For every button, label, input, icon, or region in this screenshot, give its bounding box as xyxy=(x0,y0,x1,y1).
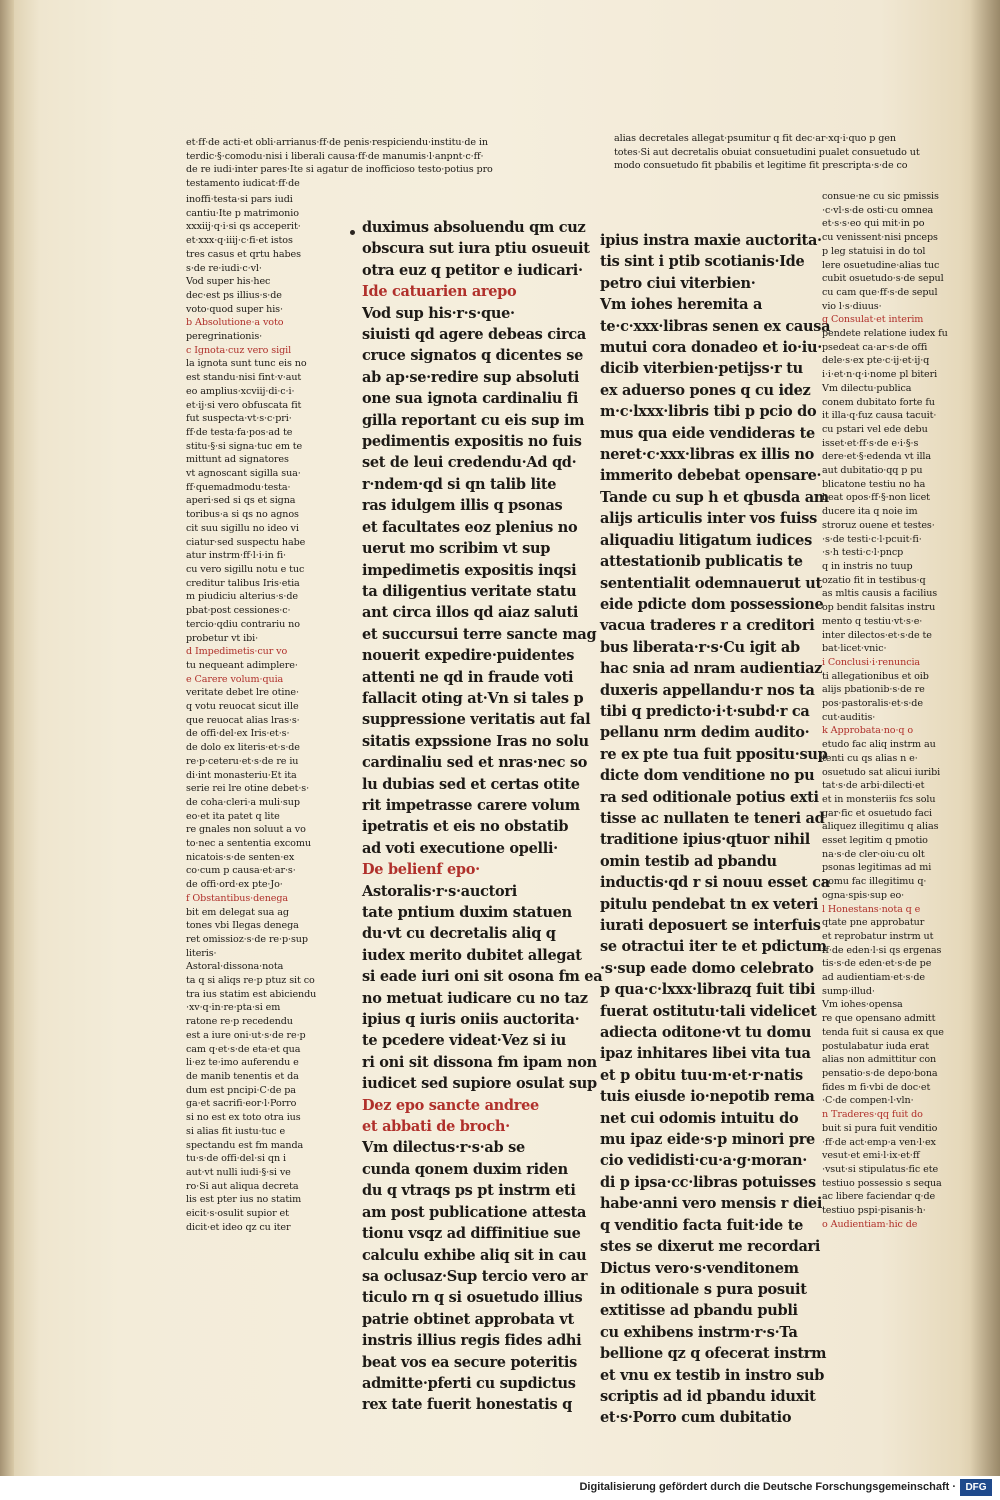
text-line: dere·et·§·edenda vt illa xyxy=(822,451,931,463)
text-line: scriptis ad id pbandu iduxit xyxy=(600,1387,816,1405)
text-line: mento q testiu·vt·s·e· xyxy=(822,615,923,627)
text-line: m piudiciu alterius·s·de xyxy=(186,591,298,603)
text-line: k Approbata·no·q o xyxy=(822,725,914,737)
text-line: ta diligentius veritate statu xyxy=(362,582,577,600)
text-line: q votu reuocat sicut ille xyxy=(186,701,299,713)
text-line: cu vero sigillu notu e tuc xyxy=(186,563,305,575)
text-line: totes·Si aut decretalis obuiat consuetudini pualet consuetudo ut xyxy=(614,146,920,158)
text-line: buit si pura fuit venditio xyxy=(822,1122,938,1134)
text-line: ·ff·de act·emp·a ven·l·ex xyxy=(822,1136,936,1148)
text-line: ant circa illos qd aiaz saluti xyxy=(362,604,579,622)
text-line: Tande cu sup h et qbusda am xyxy=(600,488,829,506)
text-line: eo·et ita patet q lite xyxy=(186,810,280,822)
text-line: esset legitim q pmotio xyxy=(822,835,928,847)
ink-dot xyxy=(350,230,355,235)
text-line: aut·vt nulli iudi·§·si ve xyxy=(186,1166,291,1178)
text-line: sitatis expssione Iras no solu xyxy=(362,732,589,750)
text-line: vio l·s·diuus· xyxy=(822,300,882,312)
text-line: atur instrm·ff·l·i·in fi· xyxy=(186,550,287,562)
text-line: et in monsteriis fcs solu xyxy=(822,793,936,805)
digitization-footer xyxy=(0,1476,1000,1500)
text-line: inter dilectos·et·s·de te xyxy=(822,629,932,641)
text-line: r·ndem·qd si qn talib lite xyxy=(362,475,557,493)
text-line: est standu·nisi fint·v·aut xyxy=(186,372,302,384)
text-line: cu cam que·ff·s·de sepul xyxy=(822,286,938,298)
text-line: aut dubitatio·qq p pu xyxy=(822,465,923,477)
text-line: alijs pbationib·s·de re xyxy=(822,684,925,696)
text-line: iudicet sed supiore osulat sup xyxy=(362,1075,597,1093)
text-line: et·s·Porro cum dubitatio xyxy=(600,1409,792,1427)
text-line: fuerat ostitutu·tali videlicet xyxy=(600,1002,817,1020)
text-line: set de leui credendu·Ad qd· xyxy=(362,454,577,472)
header-gloss-left xyxy=(186,136,566,191)
text-line: re·p·ceteru·et·s·de re iu xyxy=(186,755,299,767)
text-line: inductis·qd r si nouu esset ca xyxy=(600,874,830,892)
text-line: lis est pter ius no statim xyxy=(186,1194,302,1206)
text-line: f Obstantibus·denega xyxy=(186,892,289,904)
text-line: p leg statuisi in do tol xyxy=(822,245,926,257)
text-line: ·s·de testi·c·l·pcuit·fi· xyxy=(822,533,922,545)
text-line: aliquadiu litigatum iudices xyxy=(600,531,812,549)
text-line: Astoral·dissona·nota xyxy=(186,961,284,973)
text-line: vesut·et emi·l·ix·et·ff xyxy=(822,1150,920,1162)
text-line: ·s·h testi·c·l·pncp xyxy=(822,547,904,559)
text-line: tionu vsqz ad diffinitiue sue xyxy=(362,1225,581,1243)
text-line: de coha·cleri·a muli·sup xyxy=(186,796,300,808)
text-line: e Carere volum·quia xyxy=(186,673,284,685)
text-line: pellanu nrm dedim audito· xyxy=(600,724,810,742)
text-line: tenti cu qs alias n e· xyxy=(822,752,918,764)
text-line: tercio·qdiu contrariu no xyxy=(186,618,300,630)
text-line: cam q·et·s·de eta·et qua xyxy=(186,1043,301,1055)
text-line: am post publicatione attesta xyxy=(362,1203,587,1221)
text-line: testamento iudicat·ff·de xyxy=(186,178,300,190)
text-line: ga·et sacrifi·eor·l·Porro xyxy=(186,1098,297,1110)
text-line: est a iure oni·ut·s·de re·p xyxy=(186,1029,306,1041)
text-line: Vm dilectu·publica xyxy=(822,382,912,394)
text-line: dec·est ps illius·s·de xyxy=(186,289,282,301)
text-line: ra sed oditionale potius exti xyxy=(600,788,819,806)
text-line: ras idulgem illis q psonas xyxy=(362,497,563,515)
text-line: re ex pte tua fuit ppositu·sup xyxy=(600,745,828,763)
text-line: immerito debebat opensare· xyxy=(600,467,822,485)
text-line: cu venissent·nisi pnceps xyxy=(822,232,938,244)
text-line: cit suu sigillu no ideo vi xyxy=(186,522,299,534)
text-line: peregrinationis· xyxy=(186,331,263,343)
text-line: te pcedere videat·Vez si iu xyxy=(362,1032,566,1050)
gloss-column-right xyxy=(822,190,972,1231)
text-line: q venditio facta fuit·ide te xyxy=(600,1216,804,1234)
text-line: bit em delegat sua ag xyxy=(186,906,289,918)
text-line: cruce signatos q dicentes se xyxy=(362,347,583,365)
text-column-main-right xyxy=(600,230,831,1429)
text-line: toribus·a si qs no agnos xyxy=(186,509,299,521)
text-line: pos·pastoralis·et·s·de xyxy=(822,698,923,710)
text-line: alias decretales allegat·psumitur q fit dec·ar·xq·i·quo p gen xyxy=(614,133,896,144)
text-line: gar·fic et osuetudo faci xyxy=(822,807,932,819)
text-line: pbat·post cessiones·c· xyxy=(186,605,291,617)
text-line: voto·quod super his· xyxy=(186,303,283,315)
text-line: m·c·lxxx·libris tibi p pcio do xyxy=(600,403,817,421)
text-line: petro ciui viterbien· xyxy=(600,274,756,292)
text-line: ti allegationibus et oib xyxy=(822,670,929,682)
text-line: de offi·del·ex Iris·et·s· xyxy=(186,728,290,740)
text-line: te·c·xxx·libras senen ex causa xyxy=(600,317,831,335)
text-line: in oditionale s pura posuit xyxy=(600,1280,807,1298)
text-line: bellione qz q ofecerat instrm xyxy=(600,1345,827,1363)
text-line: pedimentis expositis no fuis xyxy=(362,433,582,451)
text-line: stes se dixerut me recordari xyxy=(600,1238,821,1256)
header-gloss-right xyxy=(614,132,970,173)
text-line: habe·anni vero mensis r diei xyxy=(600,1195,823,1213)
text-line: n Traderes·qq fuit do xyxy=(822,1109,923,1121)
text-line: li·ez te·imo auferendu e xyxy=(186,1057,299,1069)
text-line: cio vedidisti·cu·a·g·moran· xyxy=(600,1152,808,1170)
text-line: si alias fit iustu·tuc e xyxy=(186,1125,286,1137)
text-line: suppressione veritatis aut fal xyxy=(362,711,591,729)
text-line: se otractui iter te et pdictum xyxy=(600,938,827,956)
text-column-main-left xyxy=(362,217,603,1416)
text-line: ad voti executione opelli· xyxy=(362,839,558,857)
text-line: mu ipaz eide·s·p minori pre xyxy=(600,1131,815,1149)
text-line: i Conclusi·i·renuncia xyxy=(822,656,921,668)
text-line: eide pdicte dom possessione xyxy=(600,595,824,613)
text-line: l Honestans·nota q e xyxy=(822,903,921,915)
text-line: ciatur·sed suspectu habe xyxy=(186,536,306,548)
text-line: consue·ne cu sic pmissis xyxy=(822,191,939,202)
text-line: terdic·§·comodu·nisi i liberali causa·ff·de manumis·l·anpnt·c·ff· xyxy=(186,150,484,162)
text-line: aliquez illegitimu q alias xyxy=(822,821,939,833)
text-line: literis· xyxy=(186,947,217,959)
text-line: bus liberata·r·s·Cu igit ab xyxy=(600,638,800,656)
text-line: rex tate fuerit honestatis q xyxy=(362,1396,572,1414)
text-line: tenda fuit si causa ex que xyxy=(822,1026,944,1038)
text-line: et facultates eoz plenius no xyxy=(362,518,578,536)
text-line: cu pstari vel ede debu xyxy=(822,423,928,435)
text-line: duximus absoluendu qm cuz xyxy=(362,219,586,236)
text-line: Ide catuarien arepo xyxy=(362,283,517,301)
text-line: tuis eiusde io·nepotib rema xyxy=(600,1088,815,1106)
text-line: si eade iuri oni sit osona fm ea xyxy=(362,968,603,986)
text-line: vacua traderes r a creditori xyxy=(600,617,815,635)
text-line: de manib tenentis et da xyxy=(186,1071,299,1082)
text-line: serie rei lre otine debet·s· xyxy=(186,783,310,795)
text-line: du·vt cu decretalis aliq q xyxy=(362,925,556,943)
text-line: tones vbi Ilegas denega xyxy=(186,920,299,932)
text-line: et succursui terre sancte mag xyxy=(362,625,597,643)
text-line: alijs articulis inter vos fuiss xyxy=(600,510,817,528)
text-line: tis sint i ptib scotianis·Ide xyxy=(600,253,805,271)
text-line: mittunt ad signatores xyxy=(186,454,289,466)
text-line: dele·s·ex pte·c·ij·et·ij·q xyxy=(822,355,930,367)
text-line: ta q si aliqs re·p ptuz sit co xyxy=(186,975,315,987)
text-line: re que opensano admitt xyxy=(822,1013,936,1025)
text-line: Vm iohes heremita a xyxy=(600,296,763,314)
text-line: Astoralis·r·s·auctori xyxy=(362,882,517,900)
text-line: Dez epo sancte andree xyxy=(362,1096,539,1114)
text-line: attestationib publicatis te xyxy=(600,553,803,571)
text-line: na·s·de cler·oiu·cu olt xyxy=(822,848,925,860)
text-line: tis·s·de eden·et·s·de pe xyxy=(822,958,932,970)
text-line: tate pntium duxim statuen xyxy=(362,904,572,921)
text-line: cubit osuetudo·s·de sepul xyxy=(822,273,944,285)
text-line: eo amplius·xcviij·di·c·i· xyxy=(186,385,295,397)
text-line: rit impetrasse carere volum xyxy=(362,796,580,814)
text-line: fides m fi·vbi de doc·et xyxy=(822,1081,931,1093)
text-line: et reprobatur instrm ut xyxy=(822,930,934,942)
text-line: cardinaliu sed et nras·nec so xyxy=(362,754,588,772)
text-line: fallacit oting at·Vn si tales p xyxy=(362,689,584,707)
text-line: ipaz inhitares libei vita tua xyxy=(600,1045,811,1063)
text-line: stitu·§·si signa·tuc em te xyxy=(186,440,303,452)
text-line: dum est pncipi·C·de pa xyxy=(186,1084,296,1096)
text-line: tu·s·de offi·del·si qn i xyxy=(186,1153,286,1165)
text-line: obscura sut iura ptiu osueuit xyxy=(362,240,590,258)
text-line: re gnales non soluut a vo xyxy=(186,824,306,836)
text-line: si no est ex toto otra ius xyxy=(186,1112,301,1124)
text-line: de offi·ord·ex pte·Jo· xyxy=(186,879,283,891)
text-line: traditione ipius·qtuor nihil xyxy=(600,831,810,849)
text-line: it illa·q·fuz causa tacuit· xyxy=(822,410,937,422)
text-line: psedeat ca·ar·s·de offi xyxy=(822,341,928,353)
text-line: blicatone testiu no ha xyxy=(822,478,926,490)
text-line: etudo fac aliq instrm au xyxy=(822,739,936,751)
text-line: nomu fac illegitimu q· xyxy=(822,876,927,888)
gloss-column-left xyxy=(186,193,336,1234)
text-line: attenti ne qd in fraude voti xyxy=(362,668,574,686)
text-line: et vnu ex testib in instro sub xyxy=(600,1366,825,1384)
text-line: testiuo pspi·pisanis·h· xyxy=(822,1205,926,1217)
text-line: duxeris appellandu·r nos ta xyxy=(600,681,815,699)
text-line: modo consuetudo fit pbabilis et legitime fit prescripta·s·de co xyxy=(614,160,908,172)
text-line: ro·Si aut aliqua decreta xyxy=(186,1180,299,1192)
text-line: beat opos·ff·§·non licet xyxy=(822,492,930,504)
text-line: et·ff·de acti·et obli·arrianus·ff·de penis·respiciendu·institu·de in xyxy=(186,137,488,148)
text-line: ·C·de compen·l·vln· xyxy=(822,1095,914,1107)
text-line: ·c·vl·s·de osti·cu omnea xyxy=(822,204,934,216)
text-line: probetur vt ibi· xyxy=(186,632,259,644)
text-line: De belienf epo· xyxy=(362,861,480,879)
text-line: stroruz ouene et testes· xyxy=(822,519,935,531)
text-line: Vod sup his·r·s·que· xyxy=(362,304,515,322)
text-line: adiecta oditone·vt tu domu xyxy=(600,1024,812,1042)
text-line: ozatio fit in testibus·q xyxy=(822,574,926,586)
text-line: tra ius statim est abiciendu xyxy=(186,988,317,1000)
text-line: ex aduerso pones q cu idez xyxy=(600,381,811,399)
text-line: cu exhibens instrm·r·s·Ta xyxy=(600,1323,798,1341)
text-line: extitisse ad pbandu publi xyxy=(600,1302,798,1320)
text-line: uerut mo scribim vt sup xyxy=(362,540,551,558)
text-line: Vm dilectus·r·s·ab se xyxy=(362,1139,525,1157)
text-line: c Ignota·cuz vero sigil xyxy=(186,344,292,356)
text-line: qtate pne approbatur xyxy=(822,917,925,929)
text-line: hac snia ad nram audientiaz xyxy=(600,660,823,678)
text-line: de dolo ex literis·et·s·de xyxy=(186,742,300,754)
text-line: beat vos ea secure poteritis xyxy=(362,1353,578,1371)
text-line: ipetratis et eis no obstatib xyxy=(362,818,569,836)
text-line: fut suspecta·vt·s·c·pri· xyxy=(186,413,292,425)
text-line: sump·illud· xyxy=(822,985,875,997)
text-line: iudex merito dubitet allegat xyxy=(362,946,582,964)
text-line: lere osuetudine·alias tuc xyxy=(822,259,940,271)
text-line: otra euz q petitor e iudicari· xyxy=(362,261,583,279)
text-line: nicatois·s·de senten·ex xyxy=(186,851,295,863)
text-line: instris illius regis fides adhi xyxy=(362,1332,582,1350)
text-line: ff·quemadmodu·testa· xyxy=(186,481,291,493)
text-line: admitte·pferti cu supdictus xyxy=(362,1374,576,1392)
text-line: ad audientiam·et·s·de xyxy=(822,972,925,984)
text-line: op bendit falsitas instru xyxy=(822,602,936,614)
text-line: cunda qonem duxim riden xyxy=(362,1160,568,1178)
text-line: nouerit expedire·puidentes xyxy=(362,647,575,665)
text-line: alias non admittitur con xyxy=(822,1054,937,1066)
text-line: impedimetis expositis inqsi xyxy=(362,561,577,579)
text-line: siuisti qd agere debeas circa xyxy=(362,326,586,344)
text-line: eicit·s·osulit supior et xyxy=(186,1208,289,1220)
text-line: i·i·et·n·q·i·nome pl biteri xyxy=(822,369,938,381)
text-line: la ignota sunt tunc eis no xyxy=(186,358,307,370)
text-line: net cui odomis intuitu do xyxy=(600,1109,799,1127)
text-line: psonas legitimas ad mi xyxy=(822,862,932,874)
text-line: b Absolutione·a voto xyxy=(186,317,284,329)
text-line: ·s·sup eade domo celebrato xyxy=(600,959,814,977)
text-line: creditur talibus Iris·etia xyxy=(186,577,300,589)
text-line: as mltis causis a facilius xyxy=(822,588,938,600)
text-line: g Consulat·et interim xyxy=(822,314,924,326)
text-line: pitulu pendebat tn ex veteri xyxy=(600,895,819,913)
text-line: s·de re·iudi·c·vl· xyxy=(186,262,262,274)
text-line: Vm iohes·opensa xyxy=(822,999,903,1011)
text-line: tibi q predicto·i·t·subd·r ca xyxy=(600,702,810,720)
text-line: xxxiij·q·i·si qs acceperit· xyxy=(186,221,301,233)
text-line: mutui cora donadeo et io·iu· xyxy=(600,339,822,357)
text-line: p qua·c·lxxx·librazq fuit tibi xyxy=(600,981,816,999)
text-line: pendete relatione iudex fu xyxy=(822,328,948,340)
text-line: aperi·sed si qs et signa xyxy=(186,495,296,507)
text-line: cut·auditis· xyxy=(822,711,876,723)
text-line: osuetudo sat alicui iuribi xyxy=(822,766,941,778)
text-line: dicit·et ideo qz cu iter xyxy=(186,1221,291,1233)
text-line: ff·de testa·fa·pos·ad te xyxy=(186,426,293,438)
text-line: ac libere faciendar q·de xyxy=(822,1191,936,1203)
text-line: ogna·spis·sup eo· xyxy=(822,889,905,901)
text-line: patrie obtinet approbata vt xyxy=(362,1310,574,1328)
text-line: no metuat iudicare cu no taz xyxy=(362,989,588,1007)
text-line: d Impedimetis·cur vo xyxy=(186,646,288,658)
text-line: de re iudi·inter pares·Ite si agatur de inofficioso testo·potius pro xyxy=(186,164,493,176)
text-line: gilla reportant cu eis sup im xyxy=(362,411,585,429)
text-line: isset·et·ff·s·de e·i·§·s xyxy=(822,437,919,449)
text-line: et·xxx·q·iiij·c·fi·et istos xyxy=(186,235,293,247)
text-line: ipius instra maxie auctorita· xyxy=(600,232,822,249)
text-line: ·vsut·si stipulatus·fic ete xyxy=(822,1163,939,1175)
text-line: to·nec a sententia excomu xyxy=(186,838,311,850)
text-line: co·cum p causa·et·ar·s· xyxy=(186,865,296,877)
text-line: lu dubias sed et certas otite xyxy=(362,775,580,793)
text-line: sententialit odemnauerut ut xyxy=(600,574,822,592)
funding-credit: Digitalisierung gefördert durch die Deutsche Forschungsgemeinschaft · xyxy=(579,1481,956,1493)
text-line: ff·de eden·l·si qs ergenas xyxy=(822,944,942,956)
text-line: ipius q iuris oniis auctorita· xyxy=(362,1011,580,1029)
text-line: mus qua eide vendideras te xyxy=(600,424,815,442)
text-line: postulabatur iuda erat xyxy=(822,1040,929,1052)
text-line: tu nequeant adimplere· xyxy=(186,659,298,671)
text-line: sa oclusaz·Sup tercio vero ar xyxy=(362,1267,588,1285)
text-line: dicte dom venditione no pu xyxy=(600,767,815,785)
text-line: one sua ignota cardinaliu fi xyxy=(362,390,579,408)
text-line: ·xv·q·in·re·pta·si em xyxy=(186,1002,281,1014)
text-line: ab ap·se·redire sup absoluti xyxy=(362,368,580,386)
text-line: tisse ac nullaten te teneri ad xyxy=(600,809,825,827)
text-line: et·s·s·eo qui mit·in po xyxy=(822,218,925,230)
text-line: di·int monasteriu·Et ita xyxy=(186,769,297,781)
text-line: calculu exhibe aliq sit in cau xyxy=(362,1246,587,1264)
text-line: di p ipsa·cc·libras potuisses xyxy=(600,1173,816,1191)
text-line: que reuocat alias lras·s· xyxy=(186,714,300,726)
text-line: inoffi·testa·si pars iudi xyxy=(186,194,293,205)
text-line: tres casus et qrtu habes xyxy=(186,248,301,260)
text-line: ri oni sit dissona fm ipam non xyxy=(362,1053,597,1071)
text-line: ticulo rn q si osuetudo illius xyxy=(362,1289,583,1307)
text-line: Dictus vero·s·venditonem xyxy=(600,1259,799,1277)
text-line: tat·s·de arbi·dilecti·et xyxy=(822,780,925,792)
text-line: ratone re·p recedendu xyxy=(186,1016,293,1028)
text-line: dicib viterbien·petijss·r tu xyxy=(600,360,803,378)
text-line: et·ij·si vero obfuscata fit xyxy=(186,399,302,411)
text-line: q in instris no tuup xyxy=(822,560,913,572)
text-line: omin testib ad pbandu xyxy=(600,852,777,870)
text-line: conem dubitato forte fu xyxy=(822,396,935,408)
text-line: veritate debet lre otine· xyxy=(186,687,299,699)
text-line: iurati deposuert se interfuis xyxy=(600,917,821,934)
text-line: testiuo possessio s sequa xyxy=(822,1177,942,1189)
text-line: o Audientiam·hic de xyxy=(822,1218,918,1230)
text-line: et abbati de broch· xyxy=(362,1118,510,1136)
text-line: pensatio·s·de depo·bona xyxy=(822,1068,938,1079)
text-line: et p obitu tuu·m·et·r·natis xyxy=(600,1066,803,1084)
page-edge-shadow xyxy=(970,0,1000,1476)
text-line: bat·licet·vnic· xyxy=(822,643,887,655)
text-line: du q vtraqs ps pt instrm eti xyxy=(362,1182,576,1200)
text-line: vt agnoscant sigilla sua· xyxy=(186,468,301,480)
text-line: Vod super his·hec xyxy=(186,276,271,288)
dfg-logo[interactable]: DFG xyxy=(960,1479,992,1496)
text-line: ducere ita q noie im xyxy=(822,506,918,518)
text-line: ret omissioz·s·de re·p·sup xyxy=(186,933,308,945)
text-line: neret·c·xxx·libras ex illis no xyxy=(600,446,815,464)
text-line: spectandu est fm manda xyxy=(186,1139,304,1151)
text-line: cantiu·Ite p matrimonio xyxy=(186,207,299,219)
